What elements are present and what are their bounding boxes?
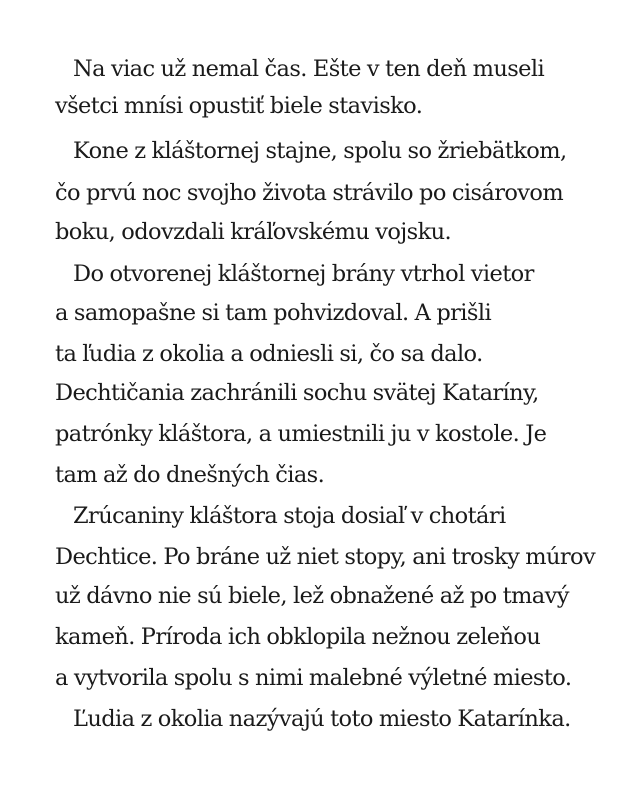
text-line-5: boku, odovzdali kráľovskému vojsku. [55,219,452,245]
text-line-17: Ľudia z okolia nazývajú toto miesto Katarínka. [73,706,571,732]
text-line-13: Dechtice. Po bráne už niet stopy, ani trosky múrov [55,544,596,570]
text-line-2: všetci mnísi opustiť biele stavisko. [55,93,423,119]
text-line-6: Do otvorenej kláštornej brány vtrhol vietor [73,261,534,287]
text-line-4: čo prvú noc svojho života strávilo po cisárovom [55,180,564,206]
text-line-9: Dechtičania zachránili sochu svätej Kataríny, [55,380,539,406]
text-line-3: Kone z kláštornej stajne, spolu so žriebätkom, [73,138,567,164]
text-line-14: už dávno nie sú biele, lež obnažené až po tmavý [55,583,569,609]
text-line-1: Na viac už nemal čas. Ešte v ten deň museli [73,56,545,82]
text-line-10: patrónky kláštora, a umiestnili ju v kostole. Je [55,421,547,447]
text-line-15: kameň. Príroda ich obklopila nežnou zeleňou [55,624,541,650]
text-line-8: ta ľudia z okolia a odniesli si, čo sa dalo. [55,341,483,367]
text-line-12: Zrúcaniny kláštora stoja dosiaľ v chotári [73,503,506,529]
text-line-11: tam až do dnešných čias. [55,462,325,488]
text-line-7: a samopašne si tam pohvizdoval. A prišli [55,300,492,326]
text-line-16: a vytvorila spolu s nimi malebné výletné miesto. [55,665,572,691]
